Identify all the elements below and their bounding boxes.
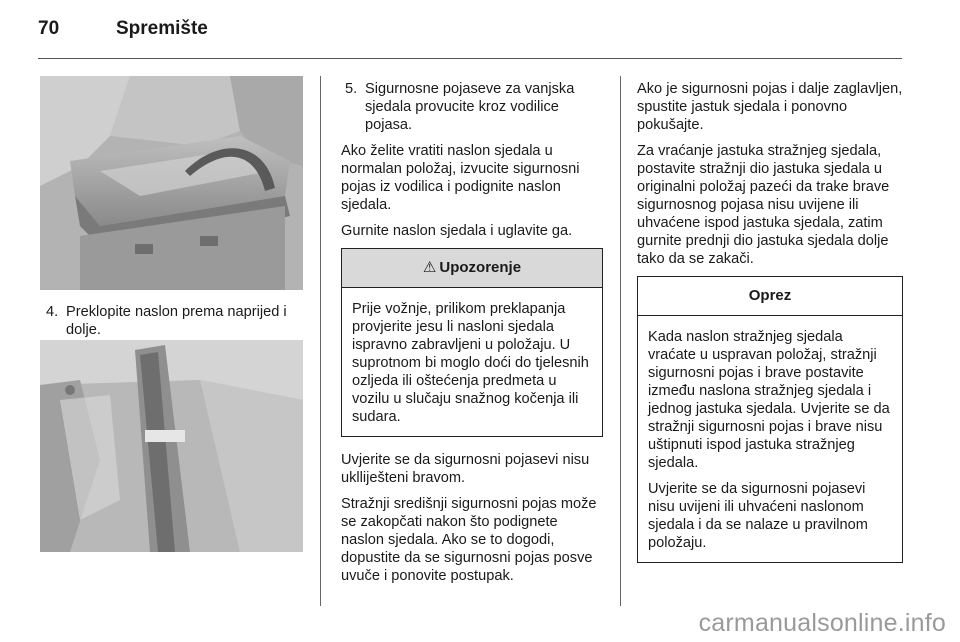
warning-box: [341, 248, 603, 437]
step-4: [46, 303, 304, 339]
paragraph: Uvjerite se da sigurnosni pojasevi nisu uklliješteni bravom.: [341, 452, 590, 486]
right-column: [637, 80, 903, 563]
seatbelt-guide-drawing: [40, 340, 303, 552]
column-divider-2: [620, 76, 621, 606]
caution-header: [638, 277, 902, 316]
caution-body: [638, 316, 902, 562]
step-text: Sigurnosne pojaseve za vanjska sjedala provucite kroz vodilice pojasa.: [365, 81, 575, 133]
caution-box: [637, 276, 903, 563]
seatbelt-guide-illustration: [40, 340, 303, 552]
caution-text: Uvjerite se da sigurnosni pojasevi nisu uvijeni ili uhvaćeni naslonom sjedala i da se nalaze u pravilnom položaju.: [648, 481, 868, 551]
warning-header: [342, 249, 602, 288]
folded-seat-illustration: [40, 76, 303, 290]
paragraph: Gurnite naslon sjedala i uglavite ga.: [341, 223, 573, 239]
watermark: carmanualsonline.info: [698, 609, 946, 637]
caution-text: Kada naslon stražnjeg sjedala vraćate u uspravan položaj, stražnji sigurnosni pojas i brave postavite između naslona stražnjeg sjedala i jednog jastuka sjedala. Uvjerite se da stražnji sigurnosni pojas i brave nisu uštipnuti ispod jastuka stražnjeg sjedala.: [648, 329, 890, 471]
page-number: 70: [38, 18, 60, 39]
warning-icon: ⚠: [422, 259, 437, 276]
header-rule: [38, 58, 902, 59]
step-text: Preklopite naslon prema naprijed i dolje.: [66, 304, 287, 338]
middle-column: [341, 80, 603, 593]
step-5: [341, 80, 603, 134]
warning-title: Upozorenje: [439, 259, 522, 276]
warning-text: Prije vožnje, prilikom preklapanja provjerite jesu li nasloni sjedala ispravno zabravljeni u položaju. U suprotnom bi moglo doći do tjelesnih ozljeda ili oštećenja predmeta u vozilu u slučaju snažnog kočenja ili sudara.: [352, 301, 589, 425]
paragraph: Stražnji središnji sigurnosni pojas može se zakopčati nakon što podignete naslon sjedala. Ako se to dogodi, dopustite da se sigurnosni pojas posve uvuče i ponovite postupak.: [341, 496, 597, 584]
folded-seat-drawing: [40, 76, 303, 290]
column-divider-1: [320, 76, 321, 606]
paragraph: Za vraćanje jastuka stražnjeg sjedala, postavite stražnji dio jastuka sjedala u originalni položaj pazeći da trake brave sigurnosnog pojasa nisu uvijene ili uhvaćene ispod jastuka sjedala, zatim gurnite prednji dio jastuka sjedala dolje tako da se zakači.: [637, 143, 890, 267]
step-number: 4.: [46, 304, 59, 320]
page-title: Spremište: [116, 18, 208, 39]
caution-title: Oprez: [748, 287, 792, 304]
warning-body: [342, 288, 602, 436]
paragraph: Ako je sigurnosni pojas i dalje zaglavljen, spustite jastuk sjedala i ponovno pokušajte.: [637, 81, 903, 133]
step-number: 5.: [345, 81, 358, 97]
paragraph: Ako želite vratiti naslon sjedala u normalan položaj, izvucite sigurnosni pojas iz vodilica i podignite naslon sjedala.: [341, 143, 580, 213]
